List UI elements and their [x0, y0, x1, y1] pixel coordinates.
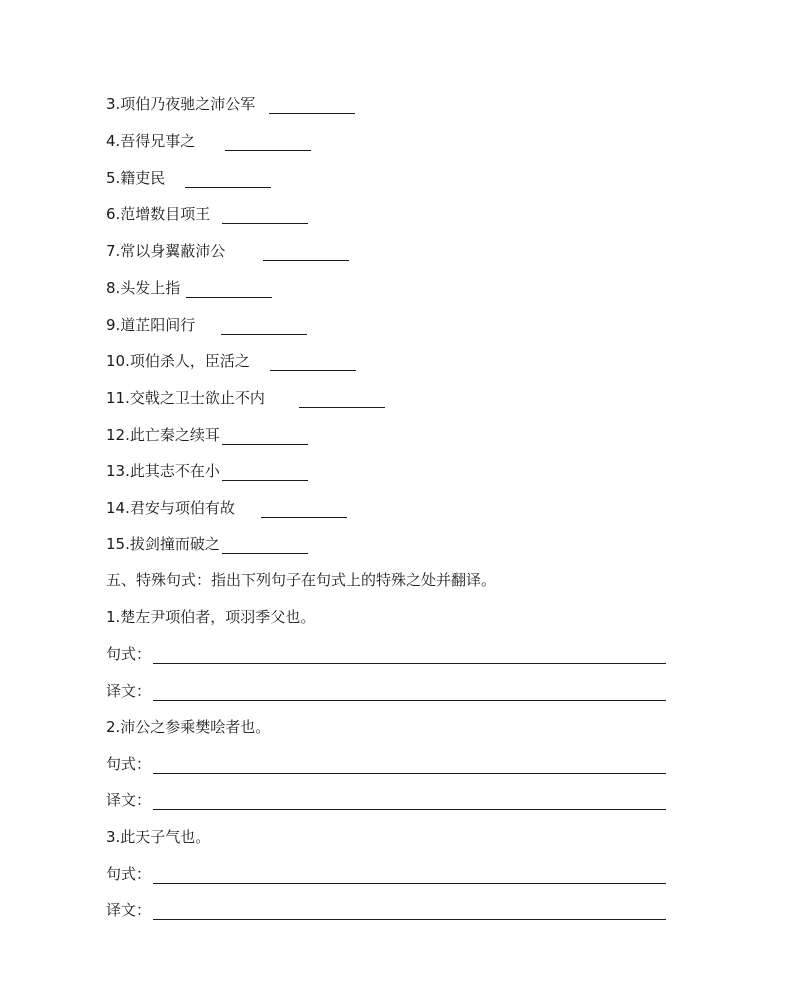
vocab-item-7 — [106, 241, 349, 261]
answer-blank[interactable] — [222, 539, 308, 554]
vocab-item-text: 11.交戟之卫士欲止不内 — [106, 389, 265, 407]
answer-blank[interactable] — [222, 466, 308, 481]
answer-blank[interactable] — [225, 136, 311, 151]
translation-label: 译文： — [106, 682, 152, 700]
question-2-sentence — [106, 717, 270, 737]
vocab-item-text: 10.项伯杀人，臣活之 — [106, 352, 250, 370]
vocab-item-14 — [106, 498, 347, 518]
question-1-form-row — [106, 644, 666, 664]
answer-blank[interactable] — [261, 503, 347, 518]
question-2-form-row — [106, 754, 666, 774]
vocab-item-12 — [106, 425, 308, 445]
question-sentence: 3.此天子气也。 — [106, 828, 211, 846]
translation-answer-line[interactable] — [153, 686, 666, 701]
vocab-item-text: 12.此亡秦之续耳 — [106, 426, 220, 444]
answer-blank[interactable] — [221, 320, 307, 335]
translation-answer-line[interactable] — [153, 795, 666, 810]
section-5-heading — [106, 570, 496, 590]
vocab-item-text: 5.籍吏民 — [106, 169, 166, 187]
answer-blank[interactable] — [186, 283, 272, 298]
vocab-item-text: 7.常以身翼蔽沛公 — [106, 242, 226, 260]
question-3-form-row — [106, 864, 666, 884]
question-2-translation-row — [106, 790, 666, 810]
answer-blank[interactable] — [270, 356, 356, 371]
vocab-item-11 — [106, 388, 385, 408]
section-heading-text: 五、特殊句式：指出下列句子在句式上的特殊之处并翻译。 — [106, 571, 497, 589]
vocab-item-text: 4.吾得兄事之 — [106, 132, 196, 150]
answer-blank[interactable] — [222, 209, 308, 224]
vocab-item-9 — [106, 315, 307, 335]
translation-label: 译文： — [106, 791, 152, 809]
form-answer-line[interactable] — [153, 649, 666, 664]
vocab-item-text: 9.道芷阳间行 — [106, 316, 196, 334]
vocab-item-5 — [106, 168, 271, 188]
form-label: 句式： — [106, 645, 152, 663]
question-1-translation-row — [106, 681, 666, 701]
answer-blank[interactable] — [185, 173, 271, 188]
vocab-item-text: 14.君安与项伯有故 — [106, 499, 235, 517]
question-sentence: 1.楚左尹项伯者，项羽季父也。 — [106, 608, 316, 626]
vocab-item-10 — [106, 351, 356, 371]
answer-blank[interactable] — [263, 246, 349, 261]
vocab-item-text: 6.范增数目项王 — [106, 205, 211, 223]
vocab-item-13 — [106, 461, 308, 481]
vocab-item-text: 3.项伯乃夜驰之沛公军 — [106, 95, 256, 113]
vocab-item-15 — [106, 534, 308, 554]
vocab-item-6 — [106, 204, 308, 224]
answer-blank[interactable] — [299, 393, 385, 408]
vocab-item-text: 13.此其志不在小 — [106, 462, 220, 480]
form-label: 句式： — [106, 755, 152, 773]
vocab-item-text: 15.拔剑撞而破之 — [106, 535, 220, 553]
answer-blank[interactable] — [222, 430, 308, 445]
question-1-sentence — [106, 607, 315, 627]
vocab-item-text: 8.头发上指 — [106, 279, 181, 297]
translation-label: 译文： — [106, 901, 152, 919]
question-3-translation-row — [106, 900, 666, 920]
answer-blank[interactable] — [269, 99, 355, 114]
question-3-sentence — [106, 827, 210, 847]
form-answer-line[interactable] — [153, 869, 666, 884]
translation-answer-line[interactable] — [153, 905, 666, 920]
question-sentence: 2.沛公之参乘樊哙者也。 — [106, 718, 271, 736]
form-label: 句式： — [106, 865, 152, 883]
vocab-item-4 — [106, 131, 311, 151]
form-answer-line[interactable] — [153, 759, 666, 774]
vocab-item-3 — [106, 94, 355, 114]
vocab-item-8 — [106, 278, 272, 298]
